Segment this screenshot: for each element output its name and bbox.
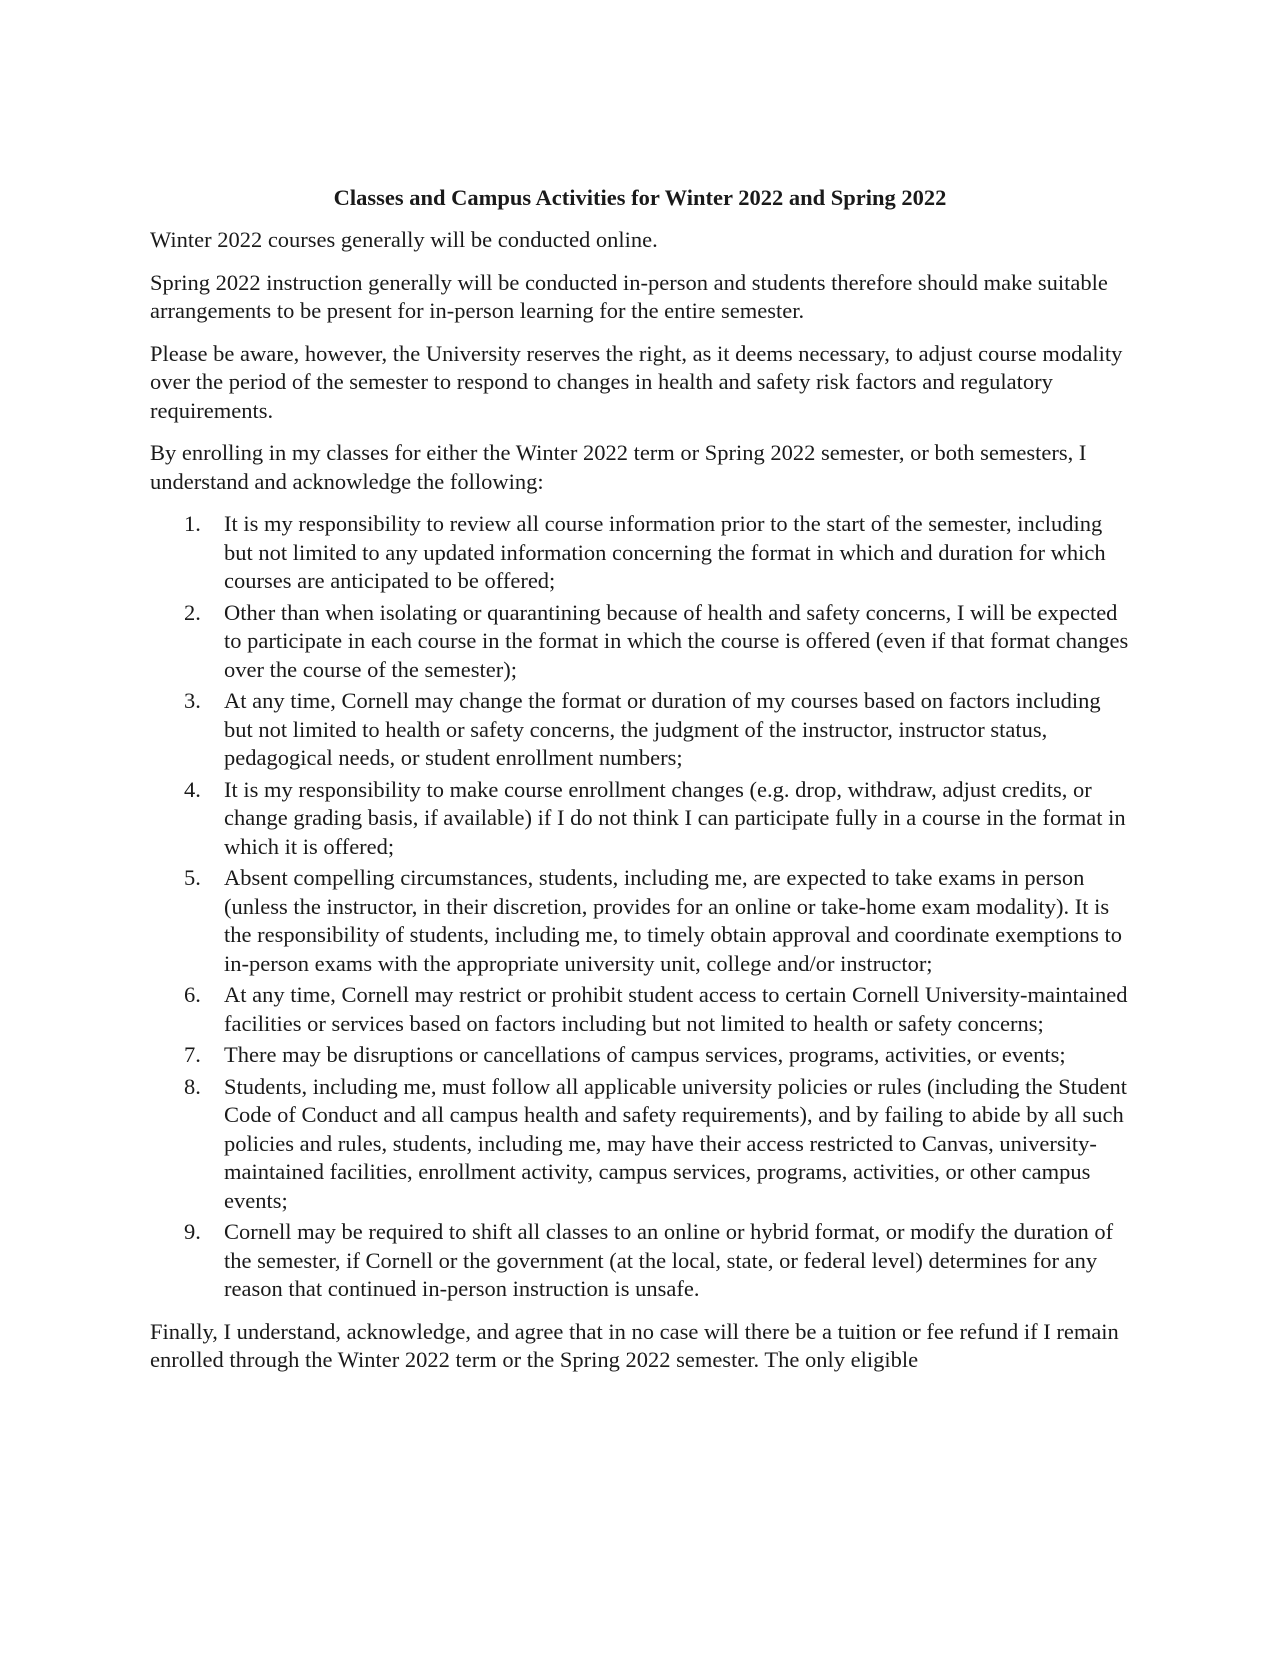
list-number: 4. — [184, 776, 201, 802]
list-text: Other than when isolating or quarantining because of health and safety concerns, I will be expected to participate in each course in the format in which the course is offered (even if that format changes over the course of the semester); — [224, 599, 1129, 682]
list-item — [150, 687, 1130, 773]
list-number: 3. — [184, 688, 201, 713]
list-item — [150, 1073, 1130, 1216]
list-number: 1. — [184, 511, 201, 536]
list-item — [150, 981, 1130, 1038]
list-text: There may be disruptions or cancellations of campus services, programs, activities, or events; — [224, 1042, 1066, 1067]
acknowledgement-list — [150, 510, 1130, 1304]
list-text: It is my responsibility to make course enrollment changes (e.g. drop, withdraw, adjust credits, or change grading basis, if available) if I do not think I can participate fully in a course in the format in which it is offered; — [224, 776, 1126, 859]
list-number: 7. — [184, 1042, 201, 1067]
paragraph-closing: Finally, I understand, acknowledge, and agree that in no case will there be a tuition or fee refund if I remain enrolled through the Winter 2022 term or the Spring 2022 semester. The only eligible — [150, 1318, 1119, 1372]
list-item — [150, 1218, 1130, 1304]
list-text: At any time, Cornell may restrict or prohibit student access to certain Cornell University-maintained facilities or services based on factors including but not limited to health or safety concerns; — [224, 982, 1128, 1036]
document-body — [150, 184, 1130, 1389]
list-text: Cornell may be required to shift all classes to an online or hybrid format, or modify the duration of the semester, if Cornell or the government (at the local, state, or federal level) determines for any reason that continued in-person instruction is unsafe. — [224, 1219, 1114, 1301]
paragraph-reserves-right: Please be aware, however, the University reserves the right, as it deems necessary, to adjust course modality over the period of the semester to respond to changes in health and safety risk factors and regulatory requirements. — [150, 340, 1123, 423]
list-number: 5. — [184, 865, 201, 890]
list-text: Absent compelling circumstances, students, including me, are expected to take exams in person (unless the instructor, in their discretion, provides for an online or take-home exam modality). It is the responsibility of students, including me, to timely obtain approval and coordinate exemptions to in-person exams with the appropriate university unit, college and/or instructor; — [224, 865, 1122, 976]
paragraph-winter: Winter 2022 courses generally will be conducted online. — [150, 227, 658, 252]
list-item — [150, 510, 1130, 596]
paragraph-spring: Spring 2022 instruction generally will be conducted in-person and students therefore should make suitable arrangements to be present for in-person learning for the entire semester. — [150, 269, 1108, 323]
list-item — [150, 776, 1130, 862]
list-text: Students, including me, must follow all applicable university policies or rules (including the Student Code of Conduct and all campus health and safety requirements), and by failing to abide by all such policies and rules, students, including me, may have their access restricted to Canvas, university- maintained facilities, enrollment activity, campus services, programs, activities, or other campus events; — [224, 1073, 1127, 1213]
list-number: 8. — [184, 1073, 201, 1099]
list-text: It is my responsibility to review all course information prior to the start of the semester, including but not limited to any updated information concerning the format in which and duration for which courses are anticipated to be offered; — [224, 511, 1106, 593]
list-item — [150, 599, 1130, 685]
paragraph-acknowledge-intro: By enrolling in my classes for either the Winter 2022 term or Spring 2022 semester, or both semesters, I understand and acknowledge the following: — [150, 440, 1087, 494]
list-number: 6. — [184, 982, 201, 1007]
list-item — [150, 1041, 1130, 1070]
document-title: Classes and Campus Activities for Winter 2022 and Spring 2022 — [333, 185, 947, 210]
list-number: 2. — [184, 599, 201, 625]
list-text: At any time, Cornell may change the format or duration of my courses based on factors including but not limited to health or safety concerns, the judgment of the instructor, instructor status, pedagogical needs, or student enrollment numbers; — [224, 688, 1101, 770]
list-number: 9. — [184, 1219, 201, 1244]
list-item — [150, 864, 1130, 978]
